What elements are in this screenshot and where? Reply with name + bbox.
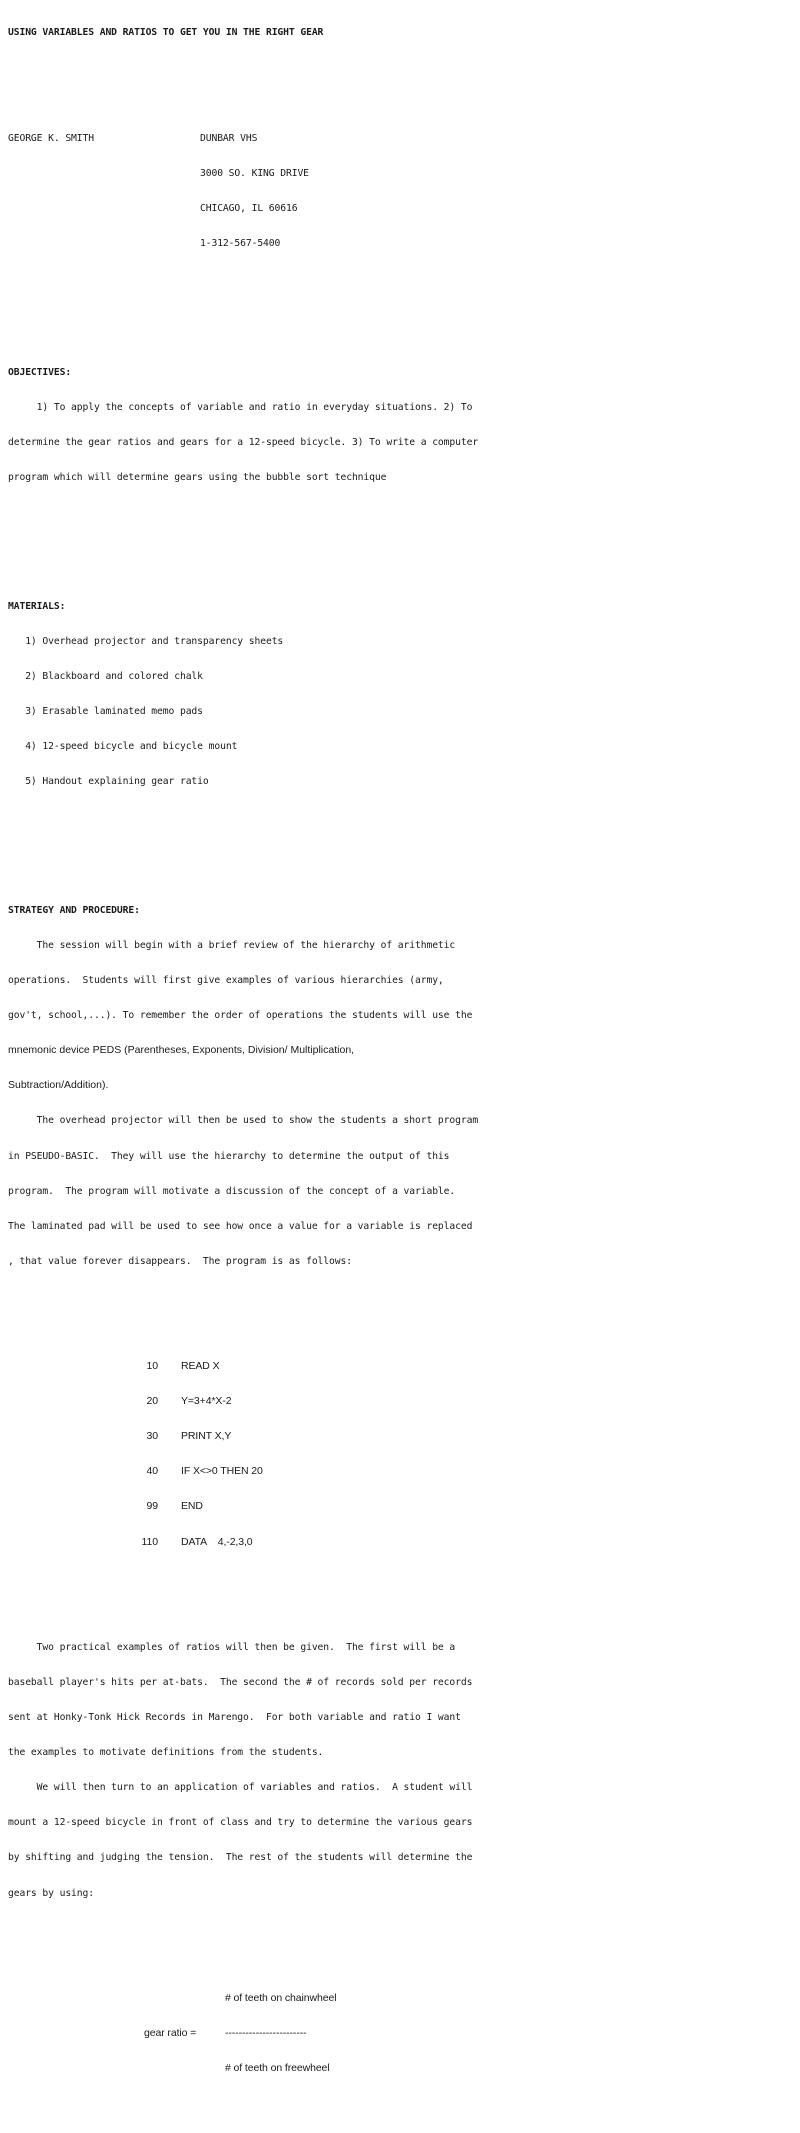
line-number: 110: [141, 1535, 158, 1548]
text-line: the examples to motivate definitions from the students.: [8, 1747, 324, 1759]
line-number: 10: [146, 1360, 158, 1373]
formula-label: gear ratio =: [144, 2026, 197, 2039]
list-item: 4) 12-speed bicycle and bicycle mount: [8, 741, 238, 753]
text-line: Two practical examples of ratios will then be given. The first will be a: [8, 1641, 456, 1653]
text-line: mount a 12-speed bicycle in front of class and try to determine the various gears: [8, 1817, 473, 1829]
statement: END: [181, 1500, 203, 1513]
statement: IF X<>0 THEN 20: [181, 1465, 263, 1478]
program-line: [8, 1466, 788, 1478]
section-heading: MATERIALS:: [8, 600, 66, 612]
line-number: 20: [146, 1395, 158, 1408]
line-number: 40: [146, 1465, 158, 1478]
objectives-section: [8, 343, 788, 507]
text-line: The session will begin with a brief review of the hierarchy of arithmetic: [8, 939, 456, 951]
text-line: baseball player's hits per at-bats. The second the # of records sold per records: [8, 1676, 473, 1688]
program-line: [8, 1396, 788, 1408]
statement: PRINT X,Y: [181, 1430, 232, 1443]
text-line: in PSEUDO-BASIC. They will use the hierarchy to determine the output of this: [8, 1150, 450, 1162]
author-block: [8, 109, 788, 273]
program-line: [8, 1361, 788, 1373]
line-number: 30: [146, 1430, 158, 1443]
text-line: The laminated pad will be used to see how once a value for a variable is replaced: [8, 1220, 473, 1232]
text-line: sent at Honky-Tonk Hick Records in Marengo. For both variable and ratio I want: [8, 1712, 461, 1724]
text-line: gears by using:: [8, 1887, 94, 1899]
gear-ratio-formula: [8, 1969, 788, 2098]
program-line: [8, 1537, 788, 1549]
text-line: The overhead projector will then be used to show the students a short program: [8, 1115, 479, 1127]
statement: Y=3+4*X-2: [181, 1395, 232, 1408]
address-line: 1-312-567-5400: [200, 237, 281, 249]
text-line: , that value forever disappears. The program is as follows:: [8, 1255, 352, 1267]
text-line: program. The program will motivate a discussion of the concept of a variable.: [8, 1185, 456, 1197]
document-title: USING VARIABLES AND RATIOS TO GET YOU IN THE RIGHT GEAR: [8, 27, 324, 39]
address-line: 3000 SO. KING DRIVE: [200, 167, 309, 179]
text-line: determine the gear ratios and gears for a 12-speed bicycle. 3) To write a computer: [8, 436, 479, 448]
text-line: program which will determine gears using the bubble sort technique: [8, 471, 387, 483]
text-line: 1) To apply the concepts of variable and ratio in everyday situations. 2) To: [8, 401, 473, 413]
text-line: by shifting and judging the tension. The rest of the students will determine the: [8, 1852, 473, 1864]
program-line: [8, 1501, 788, 1513]
section-heading: OBJECTIVES:: [8, 366, 72, 378]
line-number: 99: [146, 1500, 158, 1513]
formula-numerator: # of teeth on chainwheel: [225, 1991, 337, 2004]
section-heading: STRATEGY AND PROCEDURE:: [8, 904, 140, 916]
text-line: gov't, school,...). To remember the order of operations the students will use the: [8, 1010, 473, 1022]
list-item: 2) Blackboard and colored chalk: [8, 670, 203, 682]
address-line: CHICAGO, IL 60616: [200, 202, 298, 214]
program-line: [8, 1431, 788, 1443]
materials-section: [8, 577, 788, 811]
fraction-bar: ------------------------: [225, 2026, 307, 2039]
strategy-section: [8, 881, 788, 2121]
list-item: 5) Handout explaining gear ratio: [8, 776, 209, 788]
text-line: We will then turn to an application of variables and ratios. A student will: [8, 1782, 473, 1794]
program-listing: [8, 1338, 788, 1572]
statement: DATA 4,-2,3,0: [181, 1535, 253, 1548]
text-line: mnemonic device PEDS (Parentheses, Exponents, Division/ Multiplication,: [8, 1044, 355, 1057]
text-line: Subtraction/Addition).: [8, 1079, 109, 1092]
document-page: [8, 4, 788, 2133]
formula-denominator: # of teeth on freewheel: [225, 2061, 330, 2074]
statement: READ X: [181, 1360, 220, 1373]
text-line: operations. Students will first give examples of various hierarchies (army,: [8, 975, 444, 987]
list-item: 3) Erasable laminated memo pads: [8, 705, 203, 717]
list-item: 1) Overhead projector and transparency sheets: [8, 635, 284, 647]
address-line: DUNBAR VHS: [200, 132, 258, 144]
author-name: GEORGE K. SMITH: [8, 132, 94, 144]
